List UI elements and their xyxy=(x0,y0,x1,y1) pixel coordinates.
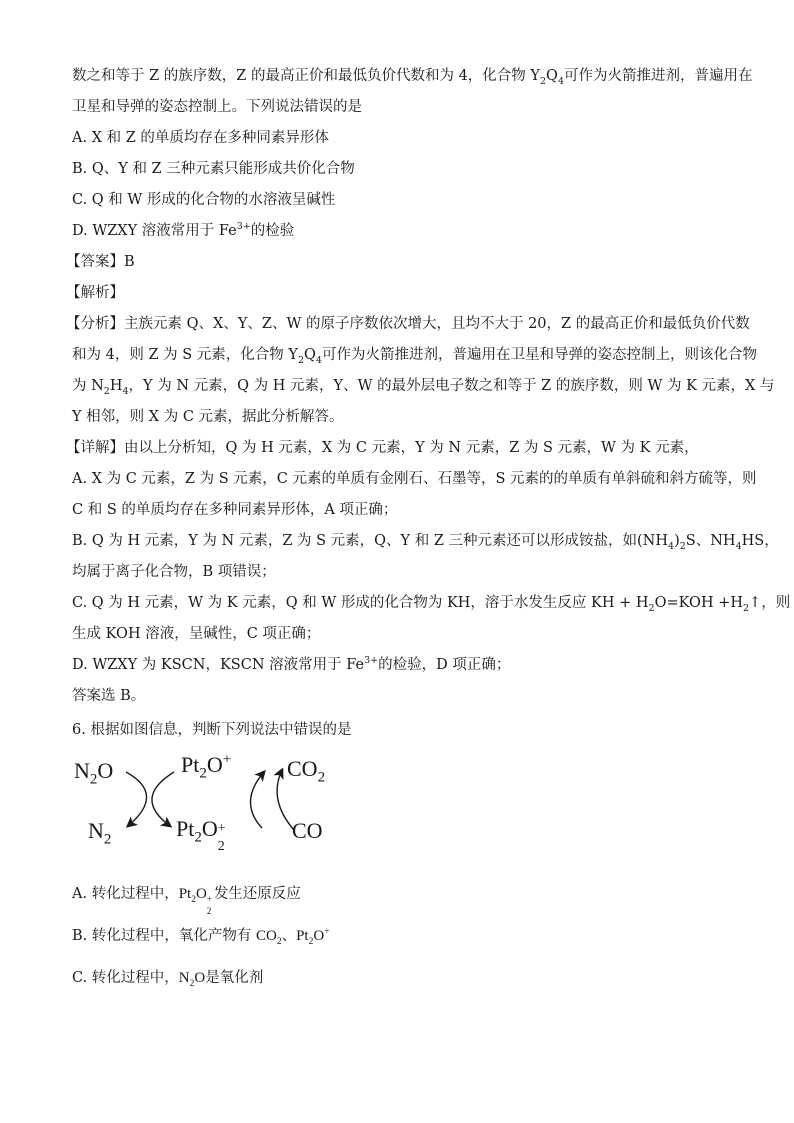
superscript: + xyxy=(217,821,226,836)
subscript: 4 xyxy=(668,540,675,552)
text: 、 xyxy=(281,928,297,944)
xiangjie-a-line-2 xyxy=(72,500,397,520)
text: 6. 根据如图信息，判断下列说法中错误的是 xyxy=(72,722,352,738)
text: O xyxy=(206,752,223,777)
text: O xyxy=(313,928,325,944)
text: HS， xyxy=(741,533,779,549)
subscript: 2 xyxy=(103,385,110,397)
text: A. 转化过程中， xyxy=(72,886,179,902)
question-6 xyxy=(72,720,351,740)
subscript: 2 xyxy=(297,354,305,366)
arrow-n2o-to-n2 xyxy=(126,772,147,826)
text: C 和 S 的单质均存在多种同素异形体，A 项正确； xyxy=(72,502,398,518)
subscript: 4 xyxy=(122,385,129,397)
text: C. Q 和 W 形成的化合物的水溶液呈碱性 xyxy=(72,192,336,208)
text: Q xyxy=(304,347,316,363)
text: Pt xyxy=(178,886,192,902)
subscript: 2 xyxy=(743,602,750,614)
paragraph-line-2 xyxy=(72,97,362,117)
text: O xyxy=(201,816,218,841)
text: B. Q、Y 和 Z 三种元素只能形成共价化合物 xyxy=(72,161,355,177)
section-label: 【分析】 xyxy=(66,316,124,332)
answer-line xyxy=(66,252,135,272)
subscript: 4 xyxy=(315,354,322,366)
analysis-heading xyxy=(66,283,124,303)
cycle-arrows xyxy=(68,746,348,858)
subscript: 2 xyxy=(540,75,547,87)
text: D. WZXY 为 KSCN，KSCN 溶液常用于 Fe xyxy=(72,657,365,673)
formula xyxy=(255,928,282,947)
text: ，Y 为 N 元素，Q 为 H 元素，Y、W 的最外层电子数之和等于 Z 的族序数，则 W 为 K 元素，X 与 xyxy=(128,378,775,394)
subscript: 2 xyxy=(103,831,112,848)
subscript: 2 xyxy=(679,540,686,552)
answer-label: 【答案】 xyxy=(66,254,124,270)
text: Pt xyxy=(181,752,200,777)
xiangjie-b-line-2 xyxy=(72,562,276,582)
subscript: 2 xyxy=(194,829,202,846)
xiangjie-b-line-1 xyxy=(72,531,779,551)
subscript: 2 xyxy=(89,771,98,788)
subscript: 2 xyxy=(191,895,196,905)
text: O xyxy=(195,886,207,902)
formula xyxy=(178,886,214,916)
text: Y 相邻，则 X 为 C 元素，据此分析解答。 xyxy=(72,409,344,425)
text: 数之和等于 Z 的族序数，Z 的最高正价和最低负价代数和为 4，化合物 Y xyxy=(72,68,540,84)
text: 可作为火箭推进剂，普遍用在 xyxy=(563,68,753,84)
option-b xyxy=(72,159,355,179)
text: B. 转化过程中，氧化产物有 xyxy=(72,928,256,944)
text: 和为 4，则 Z 为 S 元素，化合物 Y xyxy=(72,347,298,363)
text: N xyxy=(88,818,104,843)
xiangjie-c-line-2 xyxy=(72,624,320,644)
superscript: + xyxy=(324,927,330,937)
subscript: 4 xyxy=(557,75,564,87)
text: 均属于离子化合物，B 项错误； xyxy=(72,564,276,580)
arrow-pt2o2-to-pt2o xyxy=(250,772,264,828)
superscript: + xyxy=(206,894,212,904)
xiangjie-a-line-1 xyxy=(72,469,757,489)
text: 的检验，D 项正确； xyxy=(378,657,511,673)
arrow-pt2o-to-pt2o2 xyxy=(152,772,174,826)
text: Pt xyxy=(176,816,195,841)
text: 【解析】 xyxy=(66,285,124,301)
text: CO xyxy=(287,756,318,781)
text: Pt xyxy=(296,928,309,944)
text: 答案选 B。 xyxy=(72,688,146,704)
subscript: 2 xyxy=(206,906,212,916)
fenxi-line-3 xyxy=(72,376,774,396)
text: ↑，则 xyxy=(749,595,791,611)
subscript: 2 xyxy=(308,937,314,947)
option-c xyxy=(72,190,335,210)
q6-option-b xyxy=(72,926,330,946)
subscript: 2 xyxy=(217,839,225,854)
text: N xyxy=(178,970,190,986)
option-d xyxy=(72,221,294,241)
text: 主族元素 Q、X、Y、Z、W 的原子序数依次增大，且均不大于 20，Z 的最高正价和最低负价代数 xyxy=(124,316,750,332)
text: CO xyxy=(255,928,277,944)
text: 的检验 xyxy=(250,223,295,239)
xiangjie-d-line xyxy=(72,655,510,675)
fenxi-line-2 xyxy=(72,345,757,365)
text: C. Q 为 H 元素，W 为 K 元素，Q 和 W 形成的化合物为 KH，溶于水发生反应 KH + H xyxy=(72,595,649,611)
subscript: 2 xyxy=(276,937,282,947)
paragraph-line-1 xyxy=(72,66,752,86)
q6-option-a xyxy=(72,884,301,916)
q6-option-c xyxy=(72,968,263,988)
subscript: 2 xyxy=(199,765,207,782)
xiangjie-line-1 xyxy=(66,438,699,458)
text: A. X 为 C 元素，Z 为 S 元素，C 元素的单质有金刚石、石墨等，S 元素的的单质有单斜硫和斜方硫等，则 xyxy=(72,471,757,487)
text: S、NH xyxy=(685,533,736,549)
text: CO xyxy=(292,818,323,843)
text: ) xyxy=(674,533,680,549)
xiangjie-c-line-1 xyxy=(72,593,790,613)
superscript: + xyxy=(222,751,232,768)
subscript: 2 xyxy=(648,602,655,614)
arrow-co-to-co2 xyxy=(277,770,294,830)
text: 是氧化剂 xyxy=(205,970,264,986)
text: H xyxy=(109,378,123,394)
final-answer-line xyxy=(72,686,145,706)
text: A. X 和 Z 的单质均存在多种同素异形体 xyxy=(72,130,329,146)
section-label: 【详解】 xyxy=(66,440,124,456)
text: N xyxy=(74,758,90,783)
text: O xyxy=(97,758,114,783)
text: O=KOH +H xyxy=(654,595,743,611)
superscript: 3+ xyxy=(236,221,251,233)
text: Q xyxy=(546,68,558,84)
text: C. 转化过程中， xyxy=(72,970,179,986)
text: 由以上分析知，Q 为 H 元素，X 为 C 元素，Y 为 N 元素，Z 为 S 元素，W 为 K 元素， xyxy=(124,440,699,456)
text: 为 N xyxy=(72,378,104,394)
formula xyxy=(178,970,206,989)
text: 卫星和导弹的姿态控制上。下列说法错误的是 xyxy=(72,99,362,115)
text: 发生还原反应 xyxy=(213,886,301,902)
text: O xyxy=(194,970,206,986)
fenxi-line-1 xyxy=(66,314,750,334)
subscript: 4 xyxy=(735,540,742,552)
answer-value: B xyxy=(124,254,135,270)
option-a xyxy=(72,128,329,148)
subscript: 2 xyxy=(317,769,326,786)
fenxi-line-4 xyxy=(72,407,344,427)
reaction-cycle-diagram xyxy=(68,746,348,858)
text: B. Q 为 H 元素，Y 为 N 元素，Z 为 S 元素，Q、Y 和 Z 三种元素还可以形成铵盐，如(NH xyxy=(72,533,669,549)
subscript: 2 xyxy=(189,979,195,989)
text: 生成 KOH 溶液，呈碱性，C 项正确； xyxy=(72,626,321,642)
formula xyxy=(296,927,330,947)
text: D. WZXY 溶液常用于 Fe xyxy=(72,223,237,239)
superscript: 3+ xyxy=(364,655,379,667)
text: 可作为火箭推进剂，普遍用在卫星和导弹的姿态控制上，则该化合物 xyxy=(321,347,757,363)
